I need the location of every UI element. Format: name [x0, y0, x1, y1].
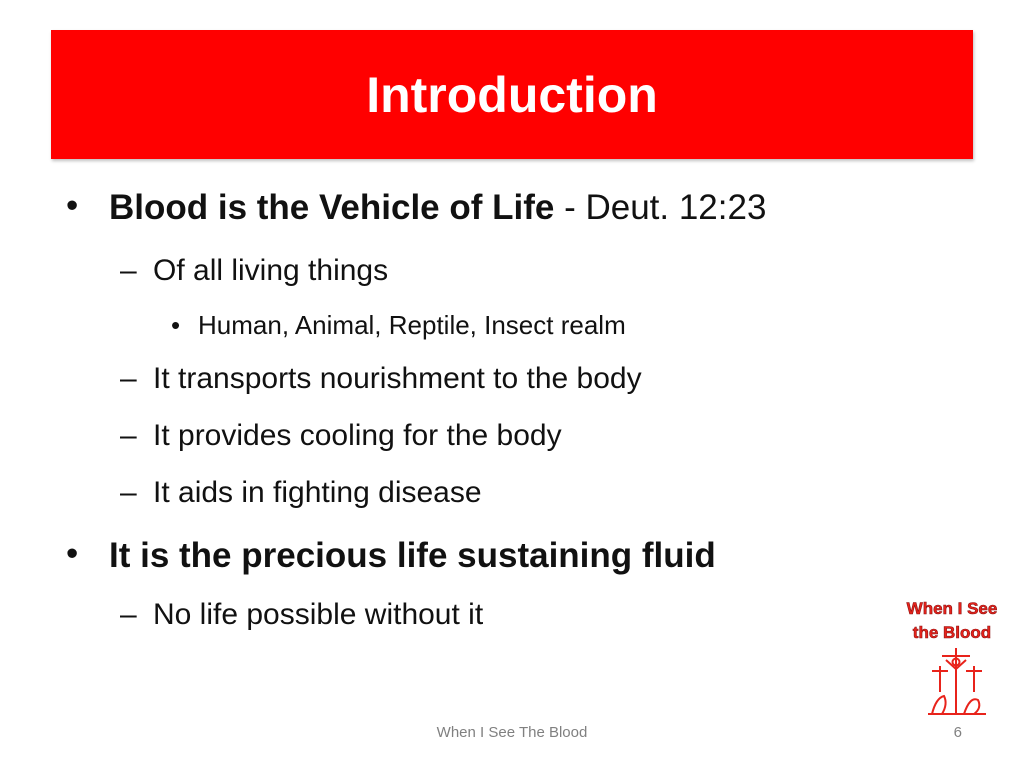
bullet-bold-text: Blood is the Vehicle of Life [109, 188, 555, 227]
bullet-dot: • [66, 534, 79, 573]
bullet-dot: • [171, 310, 181, 340]
logo-line1: When I See [906, 599, 998, 618]
dash-marker: – [120, 419, 137, 452]
sub-bullet-text: Of all living things [153, 254, 389, 287]
sub-bullet-text: It transports nourishment to the body [153, 362, 642, 395]
dash-marker: – [120, 598, 137, 631]
logo-line2: the Blood [912, 623, 992, 642]
bullet-dot: • [66, 186, 79, 225]
footer-text: When I See The Blood [436, 724, 588, 741]
when-i-see-the-blood-logo [902, 596, 1002, 718]
bullet-bold-text: It is the precious life sustaining fluid [109, 536, 716, 575]
bullet-rest-text: - Deut. 12:23 [554, 188, 767, 227]
logo-graphic [902, 596, 1002, 718]
dash-marker: – [120, 476, 137, 509]
title-bar [51, 30, 973, 159]
slide-title: Introduction [366, 66, 658, 123]
dash-marker: – [120, 362, 137, 395]
sub-bullet-text: No life possible without it [153, 598, 484, 631]
dash-marker: – [120, 254, 137, 287]
page-number: 6 [953, 724, 962, 741]
sub-bullet-text: It aids in fighting disease [153, 476, 482, 509]
sub-bullet-text: It provides cooling for the body [153, 419, 562, 452]
sub-sub-bullet-text: Human, Animal, Reptile, Insect realm [198, 310, 626, 340]
crucifixion-icon [928, 648, 986, 714]
